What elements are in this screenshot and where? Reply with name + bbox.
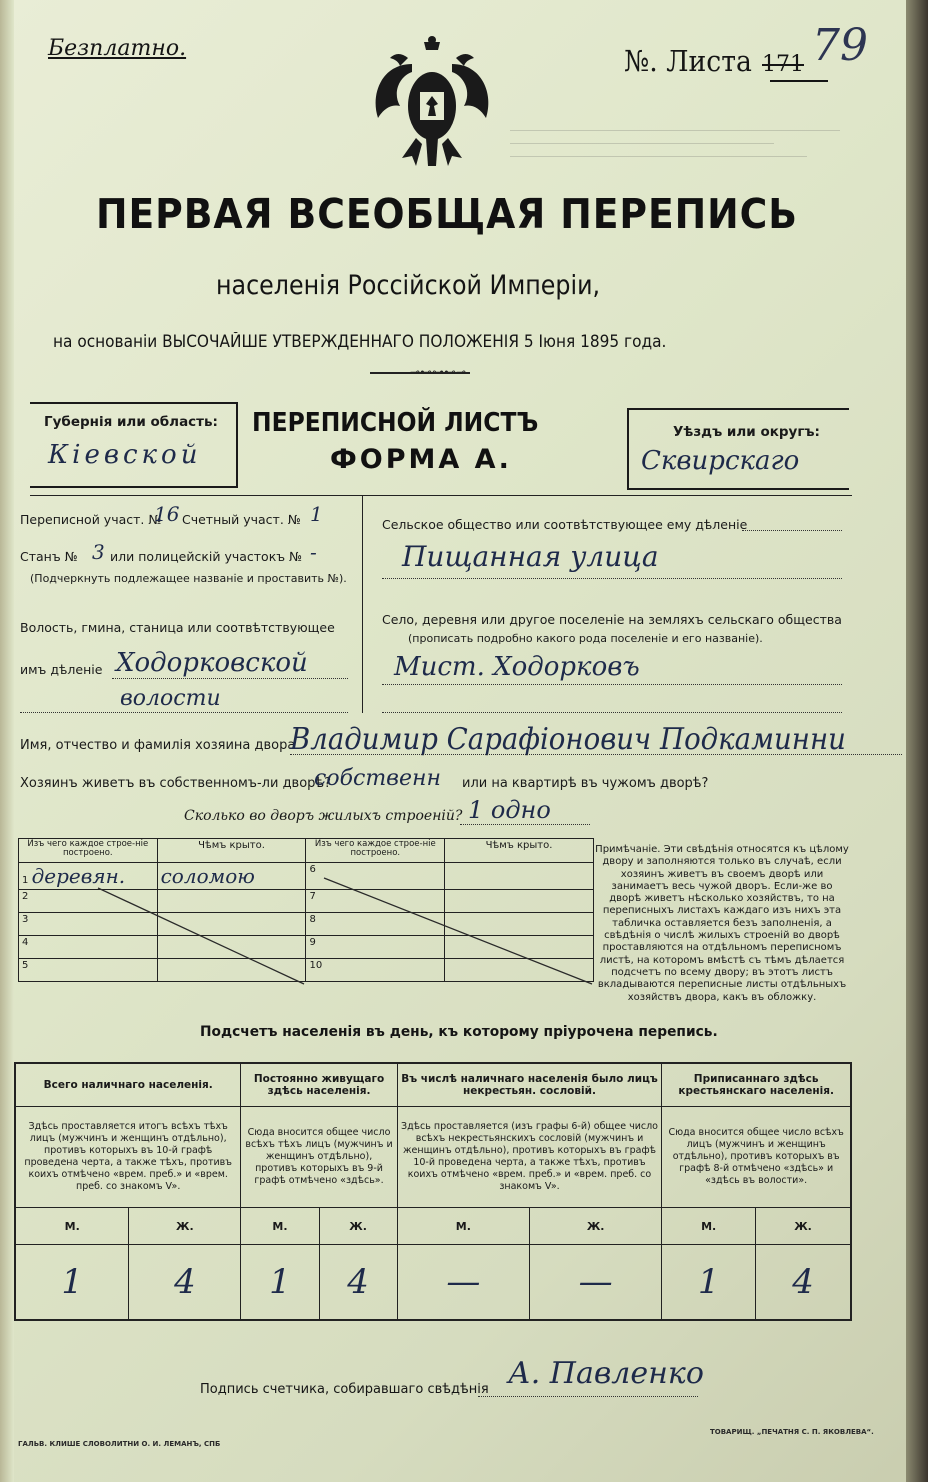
table-row: 8	[306, 913, 445, 936]
dwell-col-material-2: Изъ чего каждое строе-ніе построено.	[306, 839, 445, 863]
volost-label: Волость, гмина, станица или соотвѣтствующее	[20, 620, 335, 635]
pop-group-desc: Сюда вносится общее число всѣхъ тѣхъ лицъ (мужчинъ и женщинъ отдѣльно), противъ которыхъ въ 9-й графѣ отмѣчено «здѣсь».	[241, 1107, 397, 1208]
volost-label-2: имъ дѣленіе	[20, 662, 103, 677]
imperial-eagle-icon	[368, 34, 496, 170]
printer-right: ТОВАРИЩ. „ПЕЧАТНЯ С. П. ЯКОВЛЕВА“.	[710, 1428, 874, 1436]
underline-note: (Подчеркнуть подлежащее названіе и проставить №).	[30, 572, 347, 585]
section-divider	[362, 495, 363, 713]
police-value: -	[310, 540, 317, 564]
signature-value: А. Павленко	[508, 1356, 704, 1391]
dwell-col-roof: Чѣмъ крыто.	[157, 839, 306, 863]
stan-value: 3	[92, 540, 105, 564]
pop-f-value: —	[529, 1245, 661, 1321]
table-row: 2	[19, 890, 158, 913]
ornament-icon: ⊸⊷⊶⊷⊸	[410, 365, 467, 379]
society-label: Сельское общество или соотвѣтствующее ему дѣленіе	[382, 517, 748, 532]
pop-m-label: М.	[15, 1208, 129, 1245]
count-section-label: Счетный участ. №	[182, 512, 301, 527]
count-section-value: 1	[310, 502, 323, 526]
table-row: 1 деревян.	[19, 863, 158, 890]
dwell-material-value: деревян.	[31, 864, 126, 888]
pop-group-title: Всего наличнаго населенія.	[15, 1063, 241, 1107]
population-heading: Подсчетъ населенія въ день, къ которому пріурочена перепись.	[200, 1024, 718, 1040]
page-right-edge	[906, 0, 928, 1482]
owner-name-value: Владимир Сарафіонович Подкаминни	[290, 722, 846, 757]
form-name: ПЕРЕПИСНОЙ ЛИСТЪ	[252, 408, 539, 438]
volost-line	[112, 678, 348, 679]
buildings-value: 1 одно	[468, 796, 551, 824]
uezd-value: Сквирскаго	[641, 446, 800, 476]
dwell-col-material: Изъ чего каждое строе-ніе построено.	[19, 839, 158, 863]
pop-f-value: 4	[756, 1245, 851, 1321]
gubernia-value: Кіевской	[48, 440, 202, 470]
dwell-roof-value: соломою	[160, 864, 255, 888]
signature-label: Подпись счетчика, собиравшаго свѣдѣнія	[200, 1382, 489, 1397]
pop-m-value: 1	[662, 1245, 756, 1321]
table-row: 4	[19, 936, 158, 959]
gubernia-label: Губернія или область:	[44, 414, 218, 430]
volost-line-2	[20, 712, 348, 713]
owner-lives-label: Хозяинъ живетъ въ собственномъ-ли дворѣ?	[20, 776, 332, 791]
pop-group-title: Постоянно живущаго здѣсь населенія.	[241, 1063, 397, 1107]
census-section-value: 16	[154, 502, 180, 526]
page-subtitle: населенія Россійской Имперіи,	[216, 270, 601, 301]
page-left-edge	[0, 0, 14, 1482]
owner-name-line	[290, 754, 902, 755]
table-row: 9	[306, 936, 445, 959]
sheet-number-written: 79	[812, 20, 868, 71]
volost-value: Ходорковской	[116, 648, 308, 678]
pop-group-title: Приписаннаго здѣсь крестьянскаго населенія.	[662, 1063, 851, 1107]
table-row: 3	[19, 913, 158, 936]
table-row: 10	[306, 959, 445, 982]
table-row: 6	[306, 863, 445, 890]
buildings-label: Сколько во дворъ жилыхъ строеній?	[184, 808, 463, 824]
pop-group-desc: Сюда вносится общее число всѣхъ лицъ (мужчинъ и женщинъ отдѣльно), противъ которыхъ въ графѣ 8-й отмѣчено «здѣсь» и «здѣсь въ волости».	[662, 1107, 851, 1208]
printer-left: ГАЛЬВ. КЛИШЕ СЛОВОЛИТНИ О. И. ЛЕМАНЪ, СПБ	[18, 1440, 221, 1448]
pop-f-value: 4	[319, 1245, 397, 1321]
village-value: Мист. Ходорковъ	[394, 652, 640, 682]
census-section-label: Переписной участ. №	[20, 512, 162, 527]
pop-f-label: Ж.	[319, 1208, 397, 1245]
dwellings-note: Примѣчаніе. Эти свѣдѣнія относятся къ цѣлому двору и заполняются только въ случаѣ, если хозяинъ живетъ въ своемъ дворѣ или занимаетъ весь чужой дворъ. Если-же во дворѣ живетъ нѣсколько хозяйствъ, то на переписныхъ листахъ каждаго изъ нихъ эта табличка оставляется безъ заполненія, а свѣдѣнія о числѣ жилыхъ строеній во дворѣ проставляются на отдѣльномъ переписномъ листѣ, на которомъ вмѣстѣ съ тѣмъ дѣлается подсчетъ по всему двору; въ этотъ листъ вкладываются переписные листы отдѣльныхъ хозяйствъ двора, какъ въ обложку.	[595, 844, 849, 1003]
uezd-label: Уѣздъ или округъ:	[673, 424, 820, 440]
uezd-box	[627, 408, 849, 490]
village-line-2	[382, 712, 842, 713]
pop-m-value: 1	[15, 1245, 129, 1321]
pop-f-value: 4	[129, 1245, 241, 1321]
pop-f-label: Ж.	[756, 1208, 851, 1245]
table-row: 7	[306, 890, 445, 913]
dwellings-table	[18, 838, 594, 982]
dwell-col-roof-2: Чѣмъ крыто.	[445, 839, 594, 863]
sheet-number-underline	[770, 80, 828, 82]
owner-name-label: Имя, отчество и фамилія хозяина двора	[20, 738, 296, 753]
owner-lives-value: собственн	[314, 766, 441, 791]
village-line	[382, 684, 842, 685]
pop-f-label: Ж.	[129, 1208, 241, 1245]
gubernia-box	[30, 402, 238, 488]
pop-m-value: —	[397, 1245, 529, 1321]
dwellings-strike-lines	[18, 838, 598, 988]
pop-m-label: М.	[397, 1208, 529, 1245]
signature-line	[478, 1396, 698, 1397]
stan-label: Станъ №	[20, 549, 78, 564]
form-letter: ФОРМА А.	[330, 444, 512, 475]
sheet-number-struck: 171	[762, 52, 804, 77]
pop-group-desc: Здѣсь проставляется (изъ графы 6-й) общее число всѣхъ некрестьянскихъ сословій (мужчинъ и женщинъ отдѣльно), противъ которыхъ въ графѣ 10-й проведена черта, а также тѣхъ, противъ коихъ отмѣчено «врем. преб.» и «врем. преб. со знакомъ V».	[397, 1107, 662, 1208]
pop-group-desc: Здѣсь проставляется итогъ всѣхъ тѣхъ лицъ (мужчинъ и женщинъ отдѣльно), противъ которыхъ въ 10-й графѣ проведена черта, а также тѣхъ, противъ коихъ отмѣчено «врем. преб.» и «врем. преб. со знакомъ V».	[15, 1107, 241, 1208]
free-label: Безплатно.	[48, 36, 187, 61]
pop-m-label: М.	[241, 1208, 319, 1245]
pop-group-title: Въ числѣ наличнаго населенія было лицъ некрестьян. сословій.	[397, 1063, 662, 1107]
buildings-line	[460, 824, 590, 825]
society-dots	[742, 530, 842, 531]
bleed-through-text	[510, 120, 840, 200]
population-table	[14, 1062, 852, 1321]
page-title: ПЕРВАЯ ВСЕОБЩАЯ ПЕРЕПИСЬ	[96, 190, 798, 238]
pop-f-label: Ж.	[529, 1208, 661, 1245]
village-note: (прописать подробно какого рода поселеніе и его названіе).	[408, 632, 763, 645]
section-rule-top	[30, 495, 852, 496]
sheet-number-label: №. Листа	[624, 44, 752, 78]
volost-value-2: волости	[120, 686, 221, 711]
pop-m-value: 1	[241, 1245, 319, 1321]
owner-rent-label: или на квартирѣ въ чужомъ дворѣ?	[462, 776, 709, 791]
society-value: Пищанная улица	[402, 540, 659, 573]
table-row: 5	[19, 959, 158, 982]
pop-m-label: М.	[662, 1208, 756, 1245]
society-line	[382, 578, 842, 579]
village-label: Село, деревня или другое поселеніе на земляхъ сельскаго общества	[382, 612, 842, 627]
legal-basis: на основаніи ВЫСОЧАЙШЕ УТВЕРЖДЕННАГО ПОЛОЖЕНІЯ 5 Іюня 1895 года.	[53, 332, 667, 351]
police-label: или полицейскій участокъ №	[110, 549, 303, 564]
